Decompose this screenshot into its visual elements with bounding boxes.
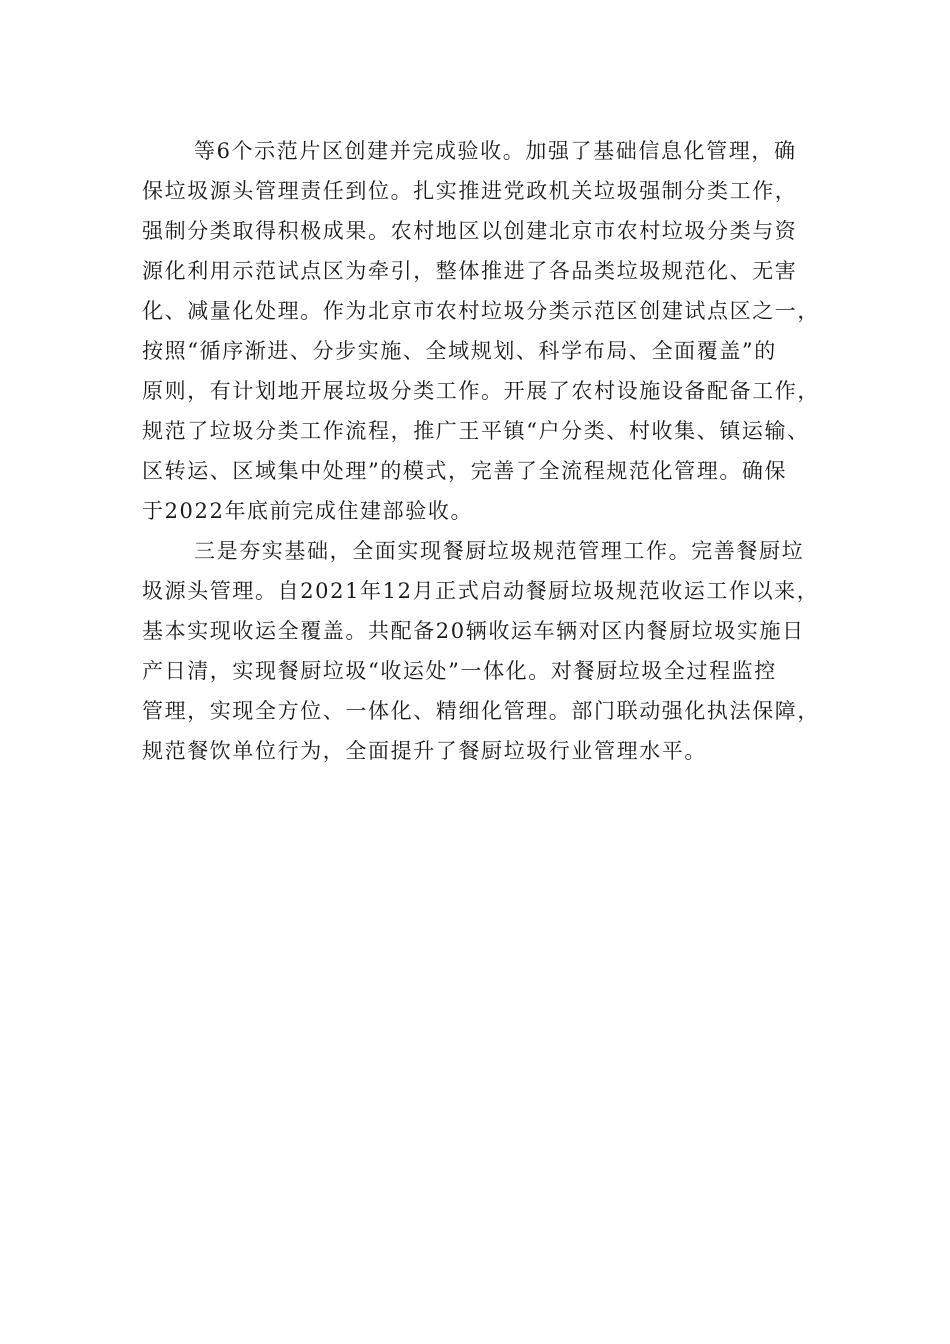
paragraph-line: 等6个示范片区创建并完成验收。加强了基础信息化管理，确 [194,139,797,163]
paragraph-line: 保垃圾源头管理责任到位。扎实推进党政机关垃圾强制分类工作， [142,179,798,203]
paragraph-line: 产日清，实现餐厨垃圾“收运处”一体化。对餐厨垃圾全过程监控 [142,659,777,683]
paragraph-line: 区转运、区域集中处理”的模式，完善了全流程规范化管理。确保 [142,459,788,483]
paragraph-line: 圾源头管理。自2021年12月正式启动餐厨垃圾规范收运工作以来， [142,579,820,603]
paragraph-line: 按照“循序渐进、分步实施、全域规划、科学布局、全面覆盖”的 [142,339,777,363]
paragraph-line: 化、减量化处理。作为北京市农村垃圾分类示范区创建试点区之一， [142,299,820,323]
paragraph-line: 源化利用示范试点区为牵引，整体推进了各品类垃圾规范化、无害 [142,259,798,283]
paragraph-line: 原则，有计划地开展垃圾分类工作。开展了农村设施设备配备工作， [142,379,820,403]
document-body [142,131,818,771]
paragraph-2 [142,531,818,771]
paragraph-line: 基本实现收运全覆盖。共配备20辆收运车辆对区内餐厨垃圾实施日 [142,619,805,643]
paragraph-1 [142,131,818,531]
paragraph-line: 规范餐饮单位行为，全面提升了餐厨垃圾行业管理水平。 [142,739,707,763]
paragraph-line: 管理，实现全方位、一体化、精细化管理。部门联动强化执法保障， [142,699,820,723]
paragraph-line: 于2022年底前完成住建部验收。 [142,499,474,523]
paragraph-line: 三是夯实基础，全面实现餐厨垃圾规范管理工作。完善餐厨垃 [194,539,805,563]
paragraph-line: 规范了垃圾分类工作流程，推广王平镇“户分类、村收集、镇运输、 [142,419,810,443]
paragraph-line: 强制分类取得积极成果。农村地区以创建北京市农村垃圾分类与资 [142,219,798,243]
